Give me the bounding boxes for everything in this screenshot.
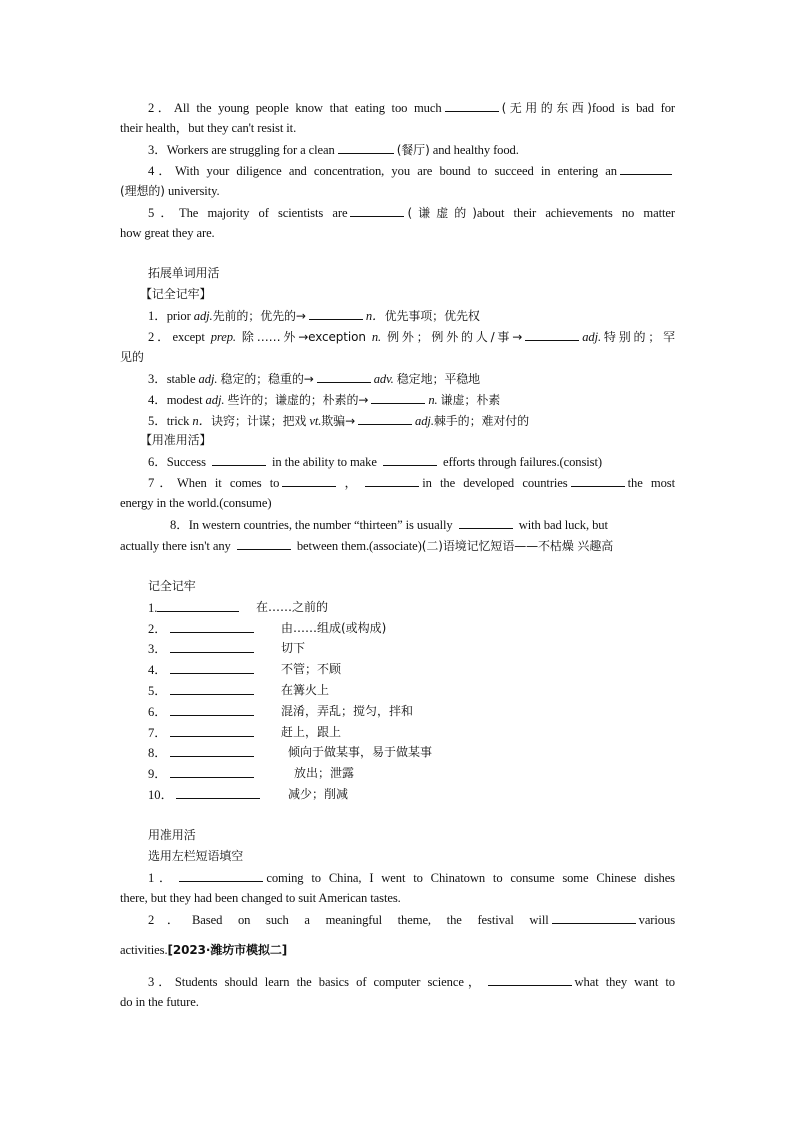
answer-blank[interactable] (157, 599, 239, 612)
word-1: 1．prior adj.先前的；优先的→ n．优先事项；优先权 (148, 309, 480, 323)
word-2-line-2: 见的 (120, 350, 144, 364)
item-4-line-2: (理想的) university. (120, 184, 220, 198)
phrase-row: 5． 在篝火上 (148, 683, 330, 698)
phrase-row: 4． 不管；不顾 (148, 662, 342, 677)
answer-blank[interactable] (170, 682, 254, 695)
use-7-line-2: energy in the world.(consume) (120, 496, 272, 510)
use-8-line-2: actually there isn't any between them.(associate)(二)语境记忆短语——不枯燥 兴趣高 (120, 539, 614, 553)
answer-blank[interactable] (350, 204, 404, 217)
item-3: 3．Workers are struggling for a clean (餐厅) and healthy food. (148, 143, 519, 157)
use-7-line-1: 7．When it comes to ， in the developed countries the most (148, 476, 675, 490)
section-heading-expand-words: 拓展单词用活 (148, 266, 220, 280)
answer-blank[interactable] (212, 453, 266, 466)
answer-blank[interactable] (309, 307, 363, 320)
answer-blank[interactable] (170, 765, 254, 778)
q1-line-1: 1． coming to China, I went to Chinatown to consume some Chinese dishes (148, 871, 675, 885)
q1-line-2: there, but they had been changed to suit American tastes. (120, 891, 401, 905)
use-6: 6．Success in the ability to make efforts through failures.(consist) (148, 455, 602, 469)
q2-line-1: 2．Based on such a meaningful theme, the festival will various (148, 913, 675, 927)
phrase-row: 10． 减少；削减 (148, 787, 349, 802)
q2-line-2: activities.[2023·潍坊市模拟二] (120, 943, 288, 957)
phrase-row: 8． 倾向于做某事，易于做某事 (148, 745, 433, 760)
answer-blank[interactable] (170, 744, 254, 757)
answer-blank[interactable] (170, 620, 254, 633)
sub-heading-remember: 【记全记牢】 (140, 287, 212, 301)
answer-blank[interactable] (365, 474, 419, 487)
phrase-row: 9． 放出；泄露 (148, 766, 355, 781)
instruction-fill-blanks: 选用左栏短语填空 (148, 849, 244, 863)
section-heading-use-phrases: 用准用活 (148, 828, 196, 842)
answer-blank[interactable] (170, 703, 254, 716)
answer-blank[interactable] (620, 162, 672, 175)
answer-blank[interactable] (445, 99, 499, 112)
phrase-row: 7． 赶上，跟上 (148, 725, 342, 740)
answer-blank[interactable] (571, 474, 625, 487)
answer-blank[interactable] (237, 537, 291, 550)
answer-blank[interactable] (383, 453, 437, 466)
word-4: 4．modest adj. 些许的；谦虚的；朴素的→ n. 谦虚；朴素 (148, 393, 501, 407)
word-3: 3．stable adj. 稳定的；稳重的→ adv. 稳定地；平稳地 (148, 372, 481, 386)
item-2-line-2: their health，but they can't resist it. (120, 121, 297, 135)
answer-blank[interactable] (358, 412, 412, 425)
answer-blank[interactable] (488, 973, 572, 986)
item-2-line-1: 2．All the young people know that eating too much (无用的东西)food is bad for (148, 101, 675, 115)
section-heading-phrases: 记全记牢 (148, 579, 196, 593)
answer-blank[interactable] (459, 516, 513, 529)
phrase-row: 6． 混淆，弄乱；搅匀，拌和 (148, 704, 414, 719)
answer-blank[interactable] (317, 370, 371, 383)
phrase-row: 3． 切下 (148, 641, 306, 656)
use-8-line-1: 8．In western countries, the number “thirteen” is usually with bad luck, but (170, 518, 608, 532)
answer-blank[interactable] (525, 328, 579, 341)
answer-blank[interactable] (371, 391, 425, 404)
answer-blank[interactable] (282, 474, 336, 487)
phrase-row: 2． 由……组成(或构成) (148, 621, 387, 636)
word-2-line-1: 2．except prep. 除……外→exception n. 例外；例外的人/事→ adj.特别的；罕 (148, 330, 675, 344)
answer-blank[interactable] (170, 724, 254, 737)
q3-line-1: 3．Students should learn the basics of computer science， what they want to (148, 975, 675, 989)
answer-blank[interactable] (338, 141, 394, 154)
phrase-row: 1. 在……之前的 (148, 600, 329, 615)
answer-blank[interactable] (552, 911, 636, 924)
answer-blank[interactable] (179, 869, 263, 882)
answer-blank[interactable] (170, 661, 254, 674)
source-citation: [2023·潍坊市模拟二] (167, 943, 288, 957)
answer-blank[interactable] (170, 640, 254, 653)
q3-line-2: do in the future. (120, 995, 199, 1009)
item-4-line-1: 4．With your diligence and concentration, you are bound to succeed in entering an (148, 162, 675, 179)
word-5: 5．trick n．诀窍；计谋；把戏 vt.欺骗→ adj.棘手的；难对付的 (148, 414, 530, 428)
sub-heading-use: 【用准用活】 (140, 433, 212, 447)
answer-blank[interactable] (176, 786, 260, 799)
item-5-line-1: 5．The majority of scientists are (谦虚的)about their achievements no matter (148, 206, 675, 220)
item-5-line-2: how great they are. (120, 226, 215, 240)
